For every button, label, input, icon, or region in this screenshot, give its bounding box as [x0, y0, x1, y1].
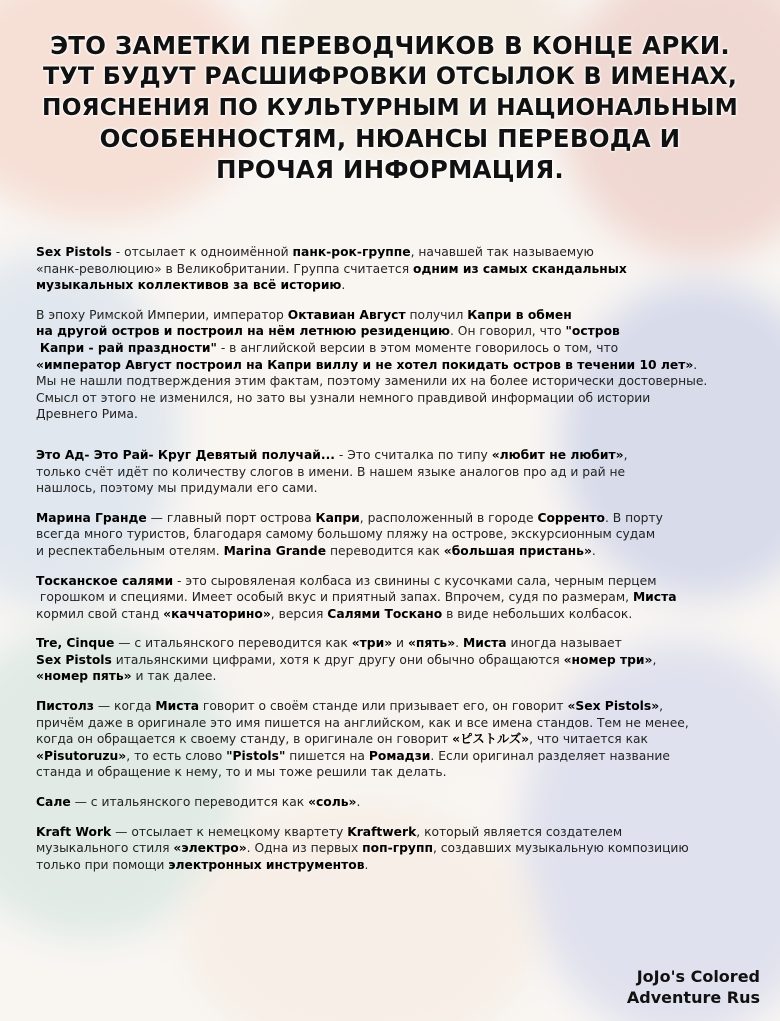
text-line: «Pisutoruzu», то есть слово "Pistols" пишется на Ромадзи. Если оригинал разделяет название — [36, 748, 670, 763]
header-line: ОСОБЕННОСТЯМ, НЮАНСЫ ПЕРЕВОДА И — [99, 124, 681, 153]
text-line: «номер пять» и так далее. — [36, 669, 217, 684]
text-line: Kraft Work — отсылает к немецкому квартету Kraftwerk, который является создателем — [36, 824, 623, 839]
text-line: и респектабельным отелям. Marina Grande переводится как «большая пристань». — [36, 543, 596, 558]
note-salami — [36, 573, 751, 623]
note-marina-grande — [36, 510, 751, 560]
note-capri — [36, 307, 751, 423]
text-line: горошком и специями. Имеет особый вкус и приятный запах. Впрочем, судя по размерам, Миста — [39, 590, 677, 605]
note-sale — [36, 794, 751, 811]
note-sex-pistols — [36, 244, 751, 294]
text-line: всегда много туристов, благодаря самому большому пляжу на острове, экскурсионным судам — [36, 527, 656, 542]
note-pistols — [36, 698, 751, 781]
header-line: ЭТО ЗАМЕТКИ ПЕРЕВОДЧИКОВ В КОНЦЕ АРКИ. — [50, 31, 730, 60]
page-header — [40, 30, 740, 185]
text-line: В эпоху Римской Империи, император Октавиан Август получил Капри в обмен — [36, 307, 572, 322]
text-line: «император Август построил на Капри виллу и не хотел покидать остров в течении 10 лет». — [36, 357, 698, 372]
text-line: Марина Гранде — главный порт острова Капри, расположенный в городе Сорренто. В порту — [36, 510, 663, 525]
text-line: Древнего Рима. — [36, 407, 138, 422]
text-line: на другой остров и построил на нём летнюю резиденцию. Он говорил, что "остров — [36, 324, 620, 339]
text-line: кормил свой станд «каччаторино», версия Салями Тоскано в виде небольших колбасок. — [36, 606, 633, 621]
text-line: Капри - рай праздности" - в английской версии в этом моменте говорилось о том, что — [39, 340, 619, 355]
credit-line: Adventure Rus — [626, 988, 760, 1007]
text-line: Пистолз — когда Миста говорит о своём станде или призывает его, он говорит «Sex Pistols», — [36, 699, 664, 714]
text-line: Sex Pistols итальянскими цифрами, хотя к друг другу они обычно обращаются «номер три», — [36, 652, 657, 667]
text-line: станда и обращение к нему, то и мы тоже решили так делать. — [36, 765, 447, 780]
text-line: музыкального стиля «электро». Одна из первых поп-групп, создавших музыкальную композицию — [36, 841, 689, 856]
text-line: «панк-революцию» в Великобритании. Группа считается одним из самых скандальных — [36, 261, 627, 276]
note-counting-rhyme — [36, 447, 751, 497]
text-line: причём даже в оригинале это имя пишется на английском, как и все имена стандов. Тем не менее, — [36, 715, 689, 730]
text-line: музыкальных коллективов за всё историю. — [36, 278, 346, 293]
notes-body — [36, 244, 751, 886]
text-line: Sex Pistols - отсылает к одноимённой панк-рок-группе, начавшей так называемую — [36, 245, 594, 259]
credit-line: JoJo's Colored — [636, 967, 760, 986]
header-line: ПРОЧАЯ ИНФОРМАЦИЯ. — [216, 155, 564, 184]
text-line: Tre, Cinque — с итальянского переводится как «три» и «пять». Миста иногда называет — [36, 636, 622, 651]
text-line: Смысл от этого не изменился, но зато вы узнали немного правдивой информации об истории — [36, 390, 651, 405]
header-line: ТУТ БУДУТ РАСШИФРОВКИ ОТСЫЛОК В ИМЕНАХ, — [42, 62, 738, 90]
team-credit — [627, 966, 760, 1008]
text-line: Это Ад- Это Рай- Круг Девятый получай... - Это считалка по типу «любит не любит», — [36, 447, 628, 462]
text-line: только счёт идёт по количеству слогов в имени. В нашем языке аналогов про ад и рай не — [36, 464, 626, 479]
text-line: когда он обращается к своему станду, в оригинале он говорит «ピストルズ», что читается как — [36, 732, 648, 747]
note-kraft-work — [36, 824, 751, 874]
text-line: Тосканское салями - это сыровяленая колбаса из свинины с кусочками сала, черным перцем — [36, 573, 657, 588]
text-line: Мы не нашли подтверждения этим фактам, поэтому заменили их на более исторически достоверные. — [36, 374, 708, 389]
note-tre-cinque — [36, 635, 751, 685]
header-line: ПОЯСНЕНИЯ ПО КУЛЬТУРНЫМ И НАЦИОНАЛЬНЫМ — [42, 94, 738, 121]
text-line: Сале — с итальянского переводится как «соль». — [36, 795, 361, 810]
text-line: нашлось, поэтому мы придумали его сами. — [36, 481, 318, 496]
term: Sex Pistols — [36, 245, 112, 259]
text-line: только при помощи электронных инструментов. — [36, 857, 369, 872]
